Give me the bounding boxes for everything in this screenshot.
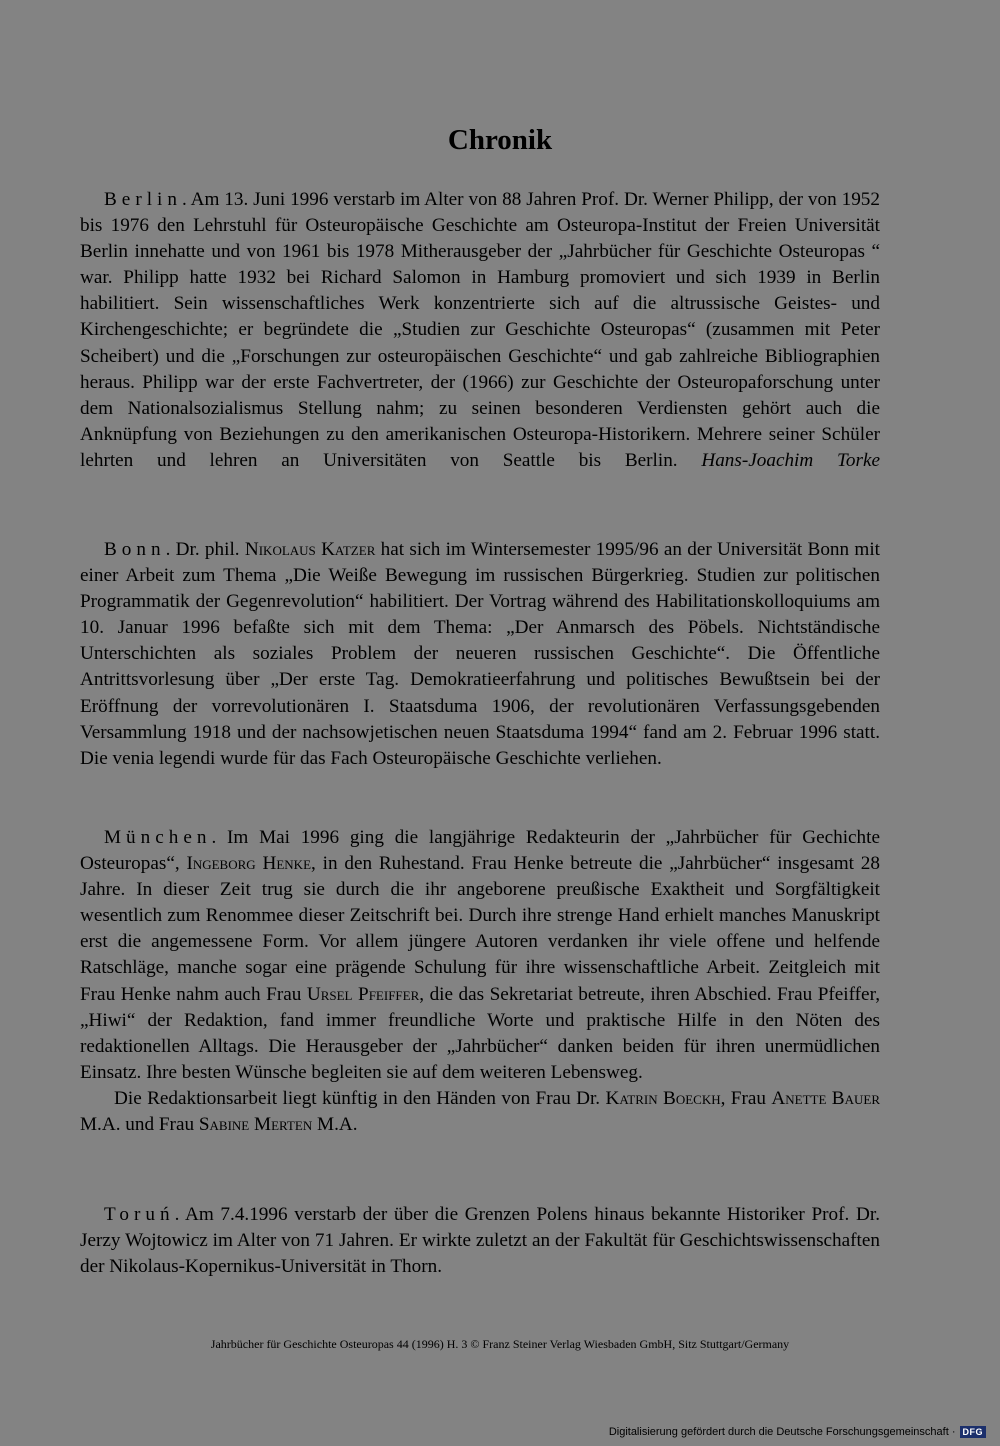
entry-text: M.A. und Frau bbox=[80, 1114, 199, 1136]
entry-bonn bbox=[80, 537, 880, 772]
entry-bonn-text bbox=[80, 537, 880, 772]
digitization-text: Digitalisierung gefördert durch die Deutsche Forschungsgemeinschaft · bbox=[608, 1426, 956, 1438]
entry-muenchen-text-2 bbox=[80, 1086, 880, 1138]
entry-text: . Im Mai 1996 ging die langjährige Redakteurin der „Jahrbücher für Gechichte Osteuropas“, bbox=[80, 827, 880, 875]
entry-text: . Am 7.4.1996 verstarb der über die Grenzen Polens hinaus bekannte Historiker Prof. Dr. Jerzy Wojtowicz im Alter von 71 Jahren. Er wirkte zuletzt an der Fakultät für Geschichtswissenschaften der Nikolaus-Kopernikus-Universität in Thorn. bbox=[80, 1204, 880, 1278]
entry-text: M.A. bbox=[312, 1114, 358, 1136]
journal-footer: Jahrbücher für Geschichte Osteuropas 44 (1996) H. 3 © Franz Steiner Verlag Wiesbaden GmbH, Sitz Stuttgart/Germany bbox=[210, 1337, 790, 1351]
entry-muenchen-text bbox=[80, 825, 880, 1086]
person-name: Sabine Merten bbox=[198, 1114, 313, 1136]
place-name: Toruń bbox=[104, 1204, 175, 1225]
entry-text: , in den Ruhestand. Frau Henke betreute die „Jahrbücher“ insgesamt 28 Jahre. In dieser Zeit trug sie durch die ihr angeborene preußische Exaktheit und Sorgfältigkeit wesentlich zum Renommee dieser Zeitschrift bei. Durch ihre strenge Hand erhielt manches Manuskript erst die angemessene Form. Vor allem jüngere Autoren verdanken ihr viele offene und helfende Ratschläge, manche sogar eine prägende Schulung für ihre wissenschaftliche Arbeit. Zeitgleich mit Frau Henke nahm auch Frau bbox=[80, 853, 880, 1005]
dfg-logo-icon: DFG bbox=[960, 1426, 987, 1438]
entry-text: hat sich im Wintersemester 1995/96 an der Universität Bonn mit einer Arbeit zum Thema „Die Weiße Bewegung im russischen Bürgerkrieg. Studien zur politischen Programmatik der Gegenrevolution“ habilitiert. Der Vortrag während des Habilitationskolloquiums am 10. Januar 1996 befaßte sich mit dem Thema: „Der Anmarsch des Pöbels. Nichtständische Unterschichten als soziales Problem der neueren russischen Geschichte“. Die Öffentliche Antrittsvorlesung über „Der erste Tag. Demokratieerfahrung und politisches Bewußtsein bei der Eröffnung der vorrevolutionären I. Staatsduma 1906, der revolutionären Verfassungsgebenden Versammlung 1918 und der nachsowjetischen neuen Staatsduma 1994“ fand am 2. Februar 1996 statt. Die venia legendi wurde für das Fach Osteuropäische Geschichte verliehen. bbox=[80, 539, 880, 769]
entry-berlin-text bbox=[80, 187, 880, 474]
person-name: Ingeborg Henke bbox=[186, 853, 312, 875]
place-name: München bbox=[104, 827, 212, 848]
person-name: Nikolaus Katzer bbox=[244, 539, 376, 560]
entry-torun bbox=[80, 1202, 880, 1280]
person-name: Anette Bauer bbox=[771, 1087, 880, 1109]
digitization-notice bbox=[609, 1426, 986, 1438]
person-name: Ursel Pfeiffer bbox=[306, 983, 420, 1005]
entry-text: . Am 13. Juni 1996 verstarb im Alter von 88 Jahren Prof. Dr. Werner Philipp, der von 1952 bis 1976 den Lehrstuhl für Osteuropäische Geschichte am Osteuropa-Institut der Freien Universität Berlin innehatte und von 1961 bis 1978 Mitherausgeber der „Jahrbücher für Geschichte Osteuropas “ war. Philipp hatte 1932 bei Richard Salomon in Hamburg promoviert und sich 1939 in Berlin habilitiert. Sein wissenschaftliches Werk konzentrierte sich auf die altrussische Geistes- und Kirchengeschichte; er begründete die „Studien zur Geschichte Osteuropas“ (zusammen mit Peter Scheibert) und die „Forschungen zur osteuropäischen Geschichte“ und gab zahlreiche Bibliographien heraus. Philipp war der erste Fachvertreter, der (1966) zur Geschichte der Osteuropaforschung unter dem Nationalsozialismus Stellung nahm; zu seinen besonderen Verdiensten gehört auch die Anknüpfung von Beziehungen zu den amerikanischen Osteuropa-Historikern. Mehrere seiner Schüler lehrten und lehren an Universitäten von Seattle bis Berlin. bbox=[80, 189, 880, 471]
place-name: Bonn bbox=[104, 539, 166, 560]
entry-text: Die Redaktionsarbeit liegt künftig in den Händen von Frau Dr. bbox=[114, 1087, 606, 1109]
entry-torun-text bbox=[80, 1202, 880, 1280]
place-name: Berlin bbox=[104, 189, 182, 210]
entry-text: , Frau bbox=[720, 1087, 772, 1109]
entry-muenchen bbox=[80, 825, 880, 1138]
entry-berlin bbox=[80, 187, 880, 474]
page-title: Chronik bbox=[447, 124, 553, 156]
entry-text: , die das Sekretariat betreute, ihren Abschied. Frau Pfeiffer, „Hiwi“ der Redaktion, fand immer freundliche Worte und praktische Hilfe in den Nöten des redaktionellen Alltags. Die Herausgeber der „Jahrbücher“ danken beiden für ihren unermüdlichen Einsatz. Ihre besten Wünsche begleiten sie auf dem weiteren Lebensweg. bbox=[80, 983, 880, 1083]
author-signature: Hans-Joachim Torke bbox=[701, 449, 880, 471]
person-name: Katrin Boeckh bbox=[605, 1087, 721, 1109]
entry-text: . Dr. phil. bbox=[165, 539, 245, 560]
